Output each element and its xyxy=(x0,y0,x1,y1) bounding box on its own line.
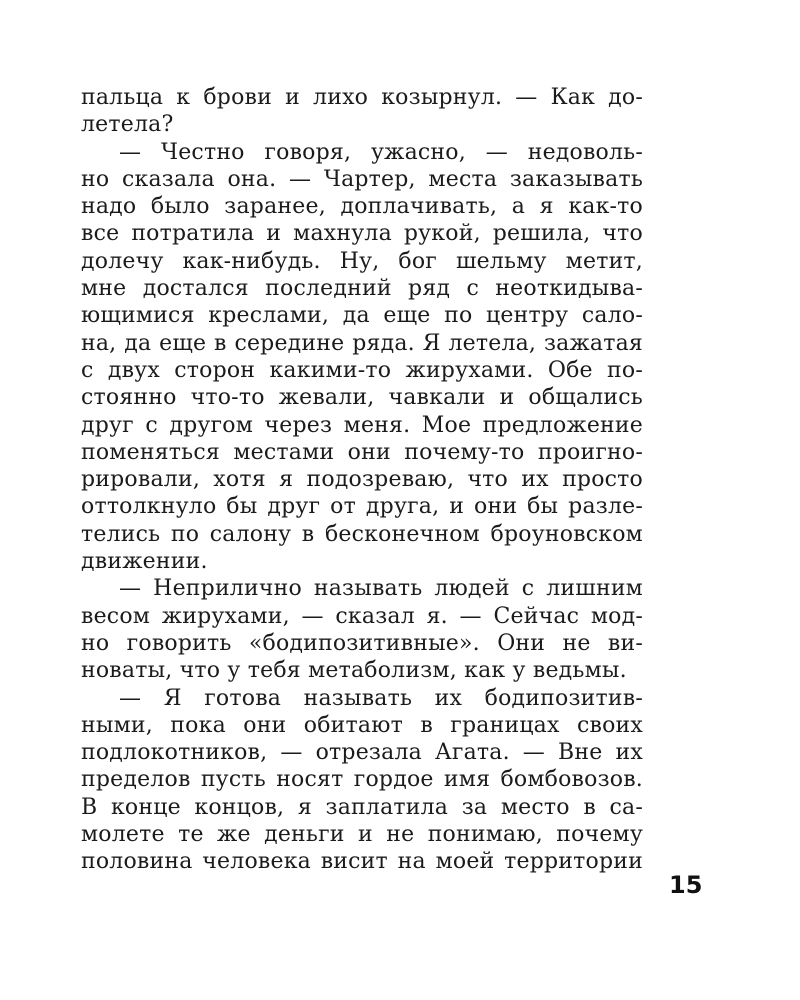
text-line: весом жирухами, — сказал я. — Сейчас мод- xyxy=(81,603,643,629)
text-line: молете те же деньги и не понимаю, почему xyxy=(81,822,643,848)
text-line: друг с другом через меня. Мое предложение xyxy=(81,412,643,438)
text-line: рировали, хотя я подозреваю, что их просто xyxy=(81,467,643,493)
body-text xyxy=(81,84,643,876)
page-number: 15 xyxy=(669,871,703,899)
text-line: долечу как-нибудь. Ну, бог шельму метит, xyxy=(81,248,643,274)
text-line: ными, пока они обитают в границах своих xyxy=(81,712,643,738)
text-line: оттолкнуло бы друг от друга, и они бы разле- xyxy=(81,494,643,520)
text-line: надо было заранее, доплачивать, а я как-то xyxy=(81,194,643,220)
text-line: пределов пусть носят гордое имя бомбовозов. xyxy=(81,767,643,793)
text-line: телись по салону в бесконечном броуновском xyxy=(81,521,643,547)
text-line: В конце концов, я заплатила за место в са- xyxy=(81,794,643,820)
text-line: на, да еще в середине ряда. Я летела, зажатая xyxy=(81,330,643,356)
text-line: но сказала она. — Чартер, места заказывать xyxy=(81,166,643,192)
text-line: движении. xyxy=(81,549,208,575)
text-line: с двух сторон какими-то жирухами. Обе по- xyxy=(81,357,643,383)
text-line: — Неприлично называть людей с лишним xyxy=(119,576,643,602)
text-line: мне достался последний ряд с неоткидыва- xyxy=(81,276,643,302)
text-line: подлокотников, — отрезала Агата. — Вне их xyxy=(81,740,643,766)
text-line: но говорить «бодипозитивные». Они не ви- xyxy=(81,630,643,656)
text-line: стоянно что-то жевали, чавкали и общались xyxy=(81,385,643,411)
text-line: — Честно говоря, ужасно, — недоволь- xyxy=(119,139,643,165)
text-line: ющимися креслами, да еще по центру сало- xyxy=(81,303,643,329)
text-line: все потратила и махнула рукой, решила, что xyxy=(81,221,643,247)
text-line: новаты, что у тебя метаболизм, как у ведьмы. xyxy=(81,658,627,684)
text-line: поменяться местами они почему-то проигно- xyxy=(81,439,643,465)
text-line: пальца к брови и лихо козырнул. — Как до- xyxy=(81,85,643,110)
text-line: — Я готова называть их бодипозитив- xyxy=(119,685,643,711)
text-line: летела? xyxy=(81,112,174,138)
text-line: половина человека висит на моей территории xyxy=(81,849,643,875)
